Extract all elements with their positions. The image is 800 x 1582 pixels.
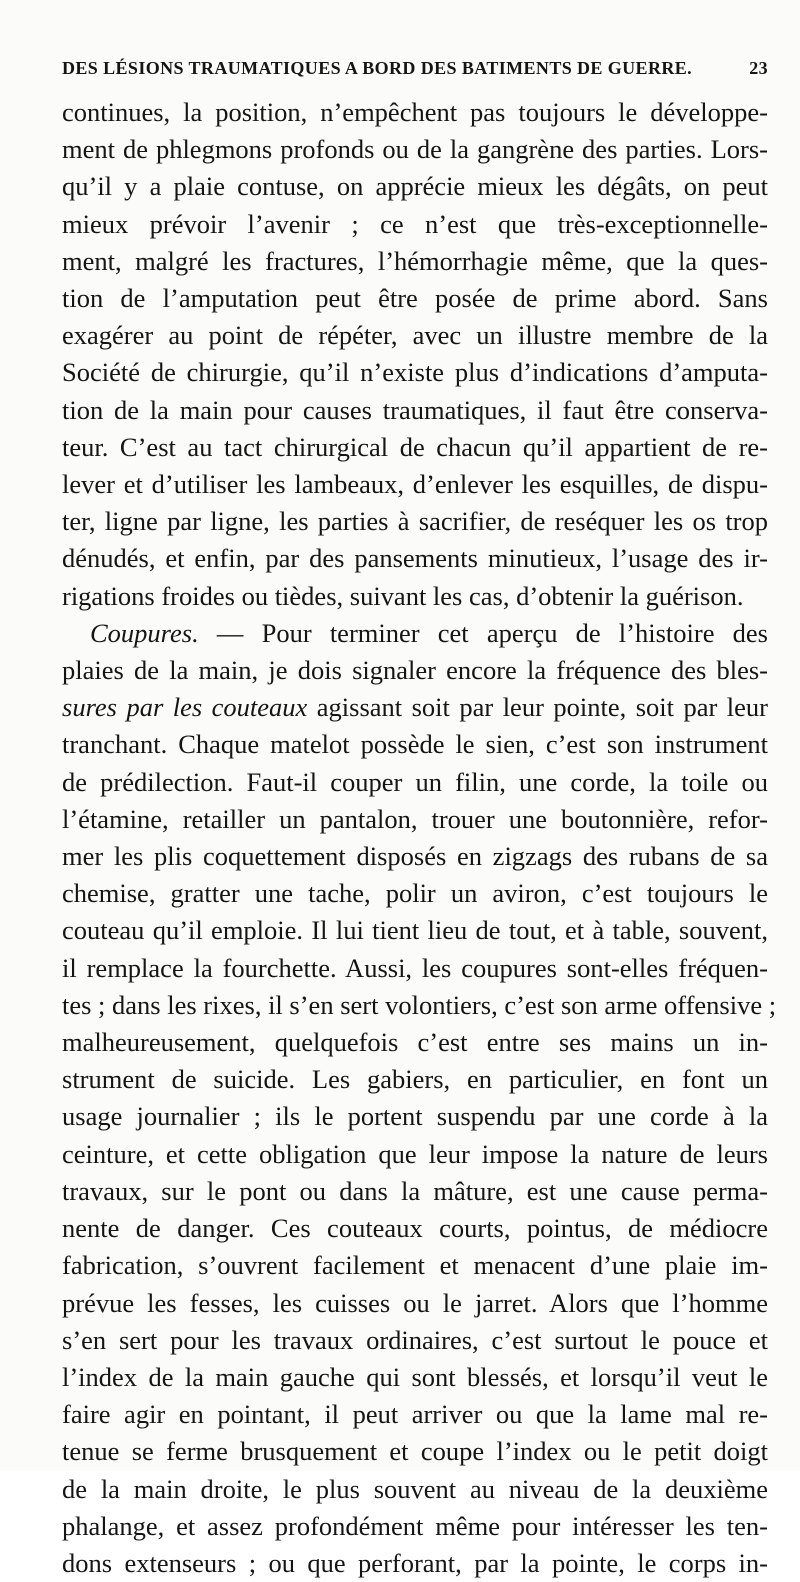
text-line: mieux prévoir l’avenir ; ce n’est que très-exceptionnelle- — [62, 208, 768, 239]
text-line: chemise, gratter une tache, polir un aviron, c’est toujours le — [62, 878, 768, 909]
text-line: sures par les couteaux agissant soit par leur pointe, soit par leur — [62, 692, 768, 723]
paragraph-2 — [62, 615, 777, 1582]
text-line: exagérer au point de répéter, avec un illustre membre de la — [62, 320, 768, 351]
text-line: ter, ligne par ligne, les parties à sacrifier, de reséquer les os trop — [62, 506, 768, 537]
text-line: mer les plis coquettement disposés en zigzags des rubans de sa — [62, 841, 768, 872]
text-line: lever et d’utiliser les lambeaux, d’enlever les esquilles, de dispu- — [62, 469, 768, 500]
text-line: ment de phlegmons profonds ou de la gangrène des parties. Lors- — [62, 134, 768, 165]
italic-phrase: sures par les couteaux — [62, 692, 308, 723]
text-line: tranchant. Chaque matelot possède le sien, c’est son instrument — [62, 729, 768, 760]
text-line: tion de l’amputation peut être posée de prime abord. Sans — [62, 283, 768, 314]
text-line: prévue les fesses, les cuisses ou le jarret. Alors que l’homme — [62, 1287, 768, 1318]
text-line: plaies de la main, je dois signaler encore la fréquence des bles- — [62, 655, 768, 686]
text-line: Coupures. — Pour terminer cet aperçu de l’histoire des — [90, 617, 768, 648]
text-line: Société de chirurgie, qu’il n’existe plus d’indications d’amputa- — [62, 357, 768, 388]
text-line: travaux, sur le pont ou dans la mâture, est une cause perma- — [62, 1175, 768, 1206]
text-line: faire agir en pointant, il peut arriver ou que la lame mal re- — [62, 1399, 768, 1430]
body-text — [62, 94, 777, 1582]
running-header — [62, 58, 768, 79]
text-line: strument de suicide. Les gabiers, en particulier, en font un — [62, 1064, 768, 1095]
paragraph-1 — [62, 94, 768, 615]
text-line: ceinture, et cette obligation que leur impose la nature de leurs — [62, 1138, 768, 1169]
text-line: nente de danger. Ces couteaux courts, pointus, de médiocre — [62, 1213, 768, 1244]
paragraph-2-body — [62, 726, 777, 1582]
text-line: couteau qu’il emploie. Il lui tient lieu de tout, et à table, souvent, — [62, 915, 768, 946]
text-line: continues, la position, n’empêchent pas toujours le développe- — [62, 97, 768, 127]
text-line: teur. C’est au tact chirurgical de chacun qu’il appartient de re- — [62, 431, 768, 462]
text-line: tenue se ferme brusquement et coupe l’index ou le petit doigt — [62, 1436, 768, 1467]
text-line: malheureusement, quelquefois c’est entre ses mains un in- — [62, 1027, 768, 1058]
text-line: rigations froides ou tièdes, suivant les cas, d’obtenir la guérison. — [62, 580, 744, 611]
text-line: dons extenseurs ; ou que perforant, par la pointe, le corps in- — [62, 1547, 768, 1578]
text-line: phalange, et assez profondément même pour intéresser les ten- — [62, 1510, 768, 1541]
text-line: usage journalier ; ils le portent suspendu par une corde à la — [62, 1101, 768, 1132]
text-line: l’index de la main gauche qui sont blessés, et lorsqu’il veut le — [62, 1361, 768, 1392]
text-line: tion de la main pour causes traumatiques, il faut être conserva- — [62, 394, 768, 425]
text-line: il remplace la fourchette. Aussi, les coupures sont-elles fréquen- — [62, 952, 768, 983]
text-line: de la main droite, le plus souvent au niveau de la deuxième — [62, 1473, 768, 1504]
text-line: s’en sert pour les travaux ordinaires, c’est surtout le pouce et — [62, 1324, 768, 1355]
text-line: ment, malgré les fractures, l’hémorrhagie même, que la ques- — [62, 245, 768, 276]
running-title: DES LÉSIONS TRAUMATIQUES A BORD DES BATIMENTS DE GUERRE. — [62, 58, 693, 78]
text-line: fabrication, s’ouvrent facilement et menacent d’une plaie im- — [62, 1250, 768, 1281]
text-line: de prédilection. Faut-il couper un filin, une corde, la toile ou — [62, 766, 768, 797]
section-run-in: Coupures. — [90, 617, 199, 648]
page-number: 23 — [749, 58, 768, 78]
text-line: tes ; dans les rixes, il s’en sert volontiers, c’est son arme offensive ; — [62, 989, 777, 1020]
text-line: dénudés, et enfin, par des pansements minutieux, l’usage des ir- — [62, 543, 768, 574]
text-line: l’étamine, retailler un pantalon, trouer une boutonnière, refor- — [62, 803, 768, 834]
text-line: qu’il y a plaie contuse, on apprécie mieux les dégâts, on peut — [62, 171, 768, 202]
